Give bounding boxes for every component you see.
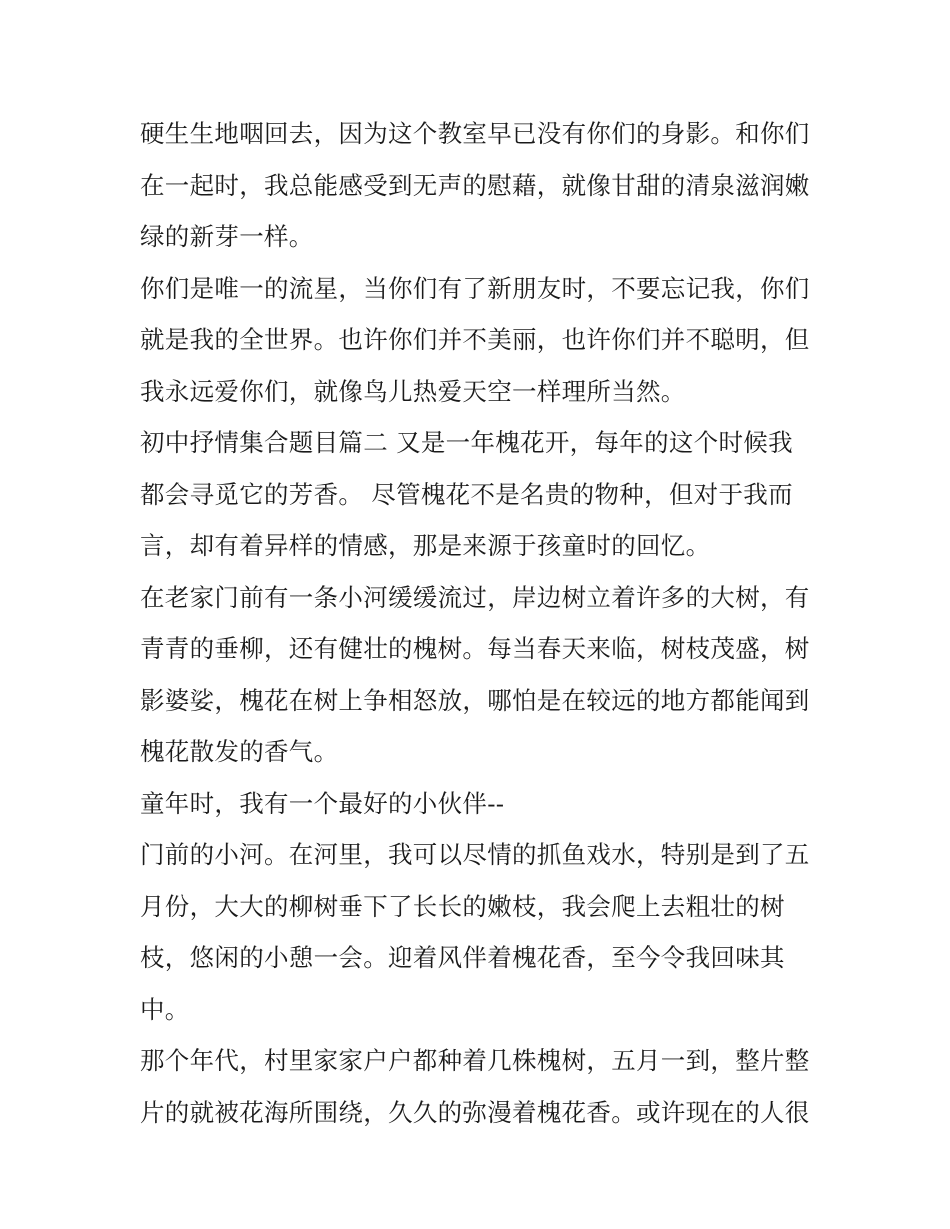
text-line: 童年时，我有一个最好的小伙伴-- — [140, 788, 505, 818]
text-line: 我永远爱你们，就像鸟儿热爱天空一样理所当然。 — [140, 376, 686, 406]
text-line: 就是我的全世界。也许你们并不美丽，也许你们并不聪明，但 — [140, 325, 810, 354]
paragraph-7 — [140, 1035, 820, 1138]
text-line: 初中抒情集合题目篇二 又是一年槐花开，每年的这个时候我 — [140, 428, 793, 457]
text-line: 硬生生地咽回去，因为这个教室早已没有你们的身影。和你们 — [140, 119, 810, 148]
text-line: 片的就被花海所围绕，久久的弥漫着槐花香。或许现在的人很 — [140, 1097, 810, 1127]
text-line: 你们是唯一的流星，当你们有了新朋友时，不要忘记我，你们 — [140, 273, 810, 303]
text-line: 中。 — [140, 994, 190, 1024]
paragraph-4 — [140, 572, 820, 778]
text-line: 槐花散发的香气。 — [140, 737, 339, 766]
text-line: 在老家门前有一条小河缓缓流过，岸边树立着许多的大树，有 — [140, 582, 810, 612]
paragraph-2 — [140, 263, 820, 418]
text-line: 言，却有着异样的情感，那是来源于孩童时的回忆。 — [140, 531, 711, 560]
text-line: 门前的小河。在河里，我可以尽情的抓鱼戏水，特别是到了五 — [140, 840, 810, 869]
text-line: 那个年代，村里家家户户都种着几株槐树，五月一到，整片整 — [140, 1046, 810, 1075]
text-line: 都会寻觅它的芳香。 尽管槐花不是名贵的物种，但对于我而 — [140, 479, 793, 509]
paragraph-6 — [140, 829, 820, 1035]
paragraph-5 — [140, 778, 820, 830]
text-line: 枝，悠闲的小憩一会。迎着风伴着槐花香，至今令我回味其 — [140, 943, 785, 972]
text-line: 在一起时，我总能感受到无声的慰藉，就像甘甜的清泉滋润嫩 — [140, 170, 810, 200]
text-line: 绿的新芽一样。 — [140, 222, 314, 251]
paragraph-3 — [140, 417, 820, 572]
text-line: 影婆娑，槐花在树上争相怒放，哪怕是在较远的地方都能闻到 — [140, 685, 810, 715]
text-line: 月份，大大的柳树垂下了长长的嫩枝，我会爬上去粗壮的树 — [140, 891, 785, 921]
text-line: 青青的垂柳，还有健壮的槐树。每当春天来临，树枝茂盛，树 — [140, 634, 810, 663]
document-body — [140, 108, 820, 1138]
paragraph-1 — [140, 108, 820, 263]
